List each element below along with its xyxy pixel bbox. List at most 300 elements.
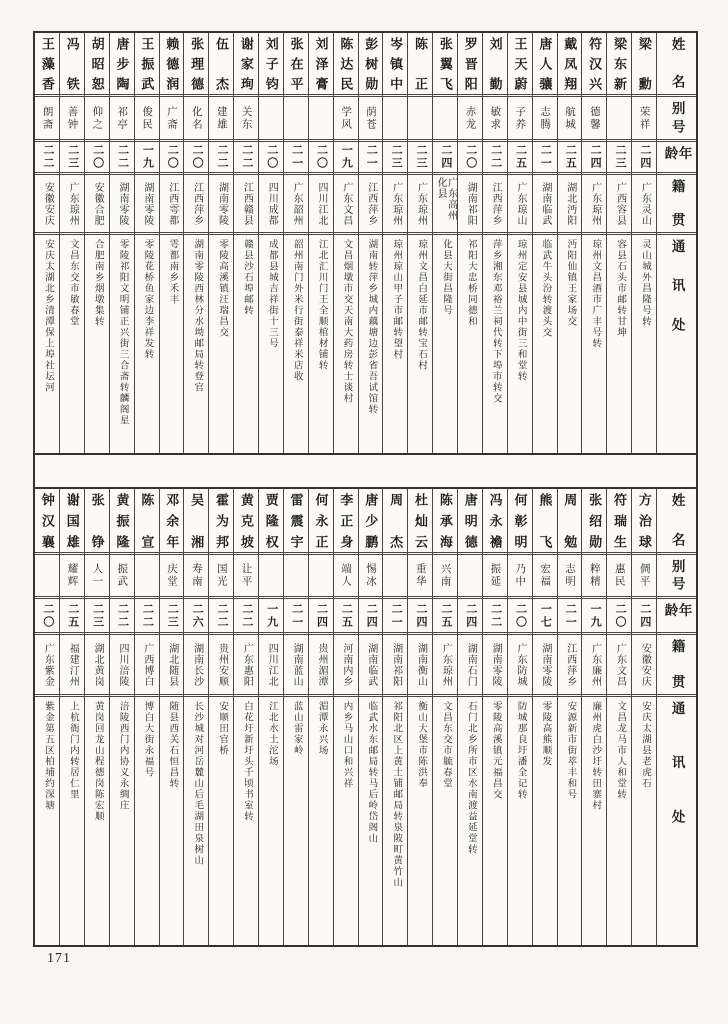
person-column [631, 33, 656, 453]
cell-name [234, 33, 258, 97]
cell-age [110, 599, 134, 635]
cell-age-text: 二一 [365, 144, 378, 170]
person-column [159, 489, 184, 945]
person-column [407, 33, 432, 453]
header-alias [657, 555, 696, 599]
cell-age [234, 599, 258, 635]
cell-native-text: 湖南零陵 [116, 181, 128, 226]
cell-address [433, 697, 457, 945]
cell-alias-text: 乃中 [514, 563, 526, 588]
person-column [183, 489, 208, 945]
cell-address-text: 长沙城对河岳麓山后毛湖田泉树山 [192, 701, 203, 866]
cell-native [408, 175, 432, 235]
person-column [432, 33, 457, 453]
cell-name [533, 33, 557, 97]
cell-alias [110, 97, 134, 142]
cell-age-text: 二四 [365, 602, 378, 629]
cell-native-text: 广东琼州 [440, 642, 452, 687]
cell-address [160, 697, 184, 945]
cell-native-text: 河南内乡 [340, 642, 352, 687]
person-column [84, 489, 109, 945]
cell-age-text: 二三 [613, 144, 626, 170]
person-column [134, 489, 159, 945]
cell-native-text: 广东灵山 [639, 181, 651, 226]
cell-age [85, 599, 109, 635]
cell-address [408, 235, 432, 453]
cell-age [632, 142, 656, 175]
cell-age [184, 599, 208, 635]
cell-native [383, 175, 407, 235]
person-column [581, 489, 606, 945]
cell-alias [483, 97, 507, 142]
cell-native-text: 广东廉州 [589, 642, 601, 687]
cell-native-text: 湖南长沙 [191, 642, 203, 687]
cell-native [334, 175, 358, 235]
cell-name-text: 彭树勋 [363, 37, 379, 90]
cell-name-text: 陈正 [413, 37, 428, 90]
cell-name [85, 489, 109, 555]
cell-native-text: 四川成都 [266, 181, 278, 226]
cell-native [309, 175, 333, 235]
cell-address [35, 697, 59, 945]
cell-age [533, 599, 557, 635]
person-column [159, 33, 184, 453]
cell-native [359, 175, 383, 235]
cell-alias [383, 97, 407, 142]
cell-alias-text: 振武 [116, 563, 128, 588]
cell-name-text: 冯永襜 [487, 493, 503, 548]
cell-alias-text: 让平 [240, 563, 252, 588]
cell-alias [458, 555, 482, 599]
cell-name [558, 33, 582, 97]
cell-address [184, 697, 208, 945]
cell-name [160, 33, 184, 97]
cell-name-text: 刘子钧 [263, 37, 279, 90]
cell-alias-text: 寿南 [190, 563, 202, 588]
cell-age [359, 142, 383, 175]
cell-name-text: 方治球 [636, 493, 652, 548]
cell-name-text: 张翼飞 [437, 37, 453, 90]
cell-native-text: 安徽安庆 [42, 181, 54, 226]
cell-name [508, 33, 532, 97]
cell-address [284, 697, 308, 945]
cell-age-text: 二一 [290, 144, 303, 170]
cell-name [160, 489, 184, 555]
cell-address-text: 博白大街永福号 [142, 701, 153, 778]
cell-address-text: 祁阳北区上黄土铺邮局转泉陂町黄竹山 [391, 701, 402, 888]
cell-name [60, 33, 84, 97]
cell-native-text: 湖南石门 [465, 642, 477, 687]
cell-native-text: 四川江北 [315, 181, 327, 226]
cell-name [582, 489, 606, 555]
cell-address-text: 黄岗回龙山程德岗陈宏顺 [92, 701, 103, 822]
cell-name [433, 33, 457, 97]
cell-address-text: 白花圩新圩头千顷书室转 [242, 701, 253, 822]
cell-native [433, 635, 457, 697]
cell-age [632, 599, 656, 635]
header-age-text: 年龄 [662, 603, 692, 619]
cell-name-text: 罗晋阳 [462, 37, 478, 90]
cell-address [234, 235, 258, 453]
cell-address-text: 湄潭永兴场 [316, 701, 327, 756]
cell-address [160, 235, 184, 453]
person-column [109, 33, 134, 453]
person-column [333, 489, 358, 945]
cell-native [483, 635, 507, 697]
cell-address-text: 零陵祁阳文明铺正兴街三合斋转麟阁星 [117, 239, 128, 426]
cell-address [259, 235, 283, 453]
cell-name-text: 雷震宇 [288, 493, 304, 548]
person-column [35, 489, 59, 945]
cell-name-text: 张在平 [288, 37, 304, 90]
cell-name [35, 489, 59, 555]
cell-name [234, 489, 258, 555]
cell-name-text: 周杰 [388, 493, 404, 548]
cell-address [309, 697, 333, 945]
cell-name [483, 489, 507, 555]
cell-native-text: 湖北黄岗 [92, 642, 104, 687]
person-column [557, 33, 582, 453]
cell-name [632, 489, 656, 555]
cell-name-text: 刘勤 [487, 37, 503, 90]
cell-native-text: 湖南零陵 [539, 642, 551, 687]
cell-address-text: 零陵花桥鱼家边李祥发转 [142, 239, 153, 360]
cell-native-text: 安徽合肥 [92, 181, 104, 226]
cell-address [60, 235, 84, 453]
cell-address [483, 697, 507, 945]
cell-age [135, 142, 159, 175]
cell-name [135, 33, 159, 97]
cell-name-text: 贾隆权 [263, 493, 279, 548]
cell-native [160, 635, 184, 697]
cell-alias [359, 555, 383, 599]
cell-address [85, 235, 109, 453]
cell-name-text: 陈宣 [139, 493, 155, 548]
cell-age-text: 二二 [215, 144, 228, 170]
cell-native [533, 175, 557, 235]
cell-native-text: 湖南临武 [539, 181, 551, 226]
cell-address-text: 安顺田官桥 [217, 701, 228, 756]
cell-age [259, 142, 283, 175]
cell-name [110, 489, 134, 555]
cell-address [309, 235, 333, 453]
cell-alias-text: 敏求 [489, 105, 501, 131]
cell-alias-text: 惕冰 [364, 563, 376, 588]
cell-native [458, 635, 482, 697]
cell-name [309, 33, 333, 97]
cell-native [110, 635, 134, 697]
cell-address-text: 衡山大堡市陈洪奉 [416, 701, 427, 789]
header-column [656, 33, 696, 453]
cell-native-text: 广东琼州 [67, 181, 79, 226]
table-bottom [35, 487, 696, 945]
cell-name [184, 489, 208, 555]
cell-native-text: 湖北沔阳 [564, 181, 576, 226]
cell-alias [632, 555, 656, 599]
cell-alias-text: 祁亭 [116, 105, 128, 131]
page-frame [33, 31, 698, 947]
cell-alias-text: 建雄 [215, 105, 227, 131]
cell-age-text: 一九 [589, 602, 602, 629]
cell-name-text: 谢家珣 [238, 37, 254, 90]
header-native [657, 635, 696, 697]
cell-age [259, 599, 283, 635]
cell-age [334, 142, 358, 175]
cell-age [582, 599, 606, 635]
cell-address [508, 697, 532, 945]
cell-name [85, 33, 109, 97]
cell-alias-text: 庆堂 [165, 563, 177, 588]
cell-alias [433, 97, 457, 142]
cell-age-text: 二〇 [166, 144, 179, 170]
cell-name-text: 黄振隆 [114, 493, 130, 548]
cell-age-text: 二二 [240, 144, 253, 170]
cell-native-text: 广东紫金 [42, 642, 54, 687]
table-gap [35, 455, 696, 487]
cell-alias-text: 德馨 [588, 105, 600, 131]
person-column [482, 489, 507, 945]
person-column [432, 489, 457, 945]
cell-age-text: 二三 [166, 602, 179, 629]
cell-address [284, 235, 308, 453]
cell-age [558, 599, 582, 635]
cell-native [110, 175, 134, 235]
cell-name-text: 何彰明 [512, 493, 528, 548]
cell-address-text: 零陵高溪镇汪瑞昌交 [217, 239, 228, 338]
cell-native [483, 175, 507, 235]
header-name-text: 姓名 [669, 493, 685, 548]
cell-name-text: 刘泽膏 [313, 37, 329, 90]
cell-native-text: 湖南零陵 [141, 181, 153, 226]
cell-alias [408, 97, 432, 142]
cell-address [632, 235, 656, 453]
cell-address-text: 零陵高熊顺发 [540, 701, 551, 767]
cell-alias [284, 555, 308, 599]
cell-native-text: 江西萍乡 [365, 181, 377, 226]
person-column [35, 33, 59, 453]
cell-alias-text: 子养 [514, 105, 526, 131]
cell-alias-text: 化名 [190, 105, 202, 131]
cell-address-text: 临武牛头汾转渡头交 [540, 239, 551, 338]
cell-native-text: 广东防城 [514, 642, 526, 687]
cell-native [458, 175, 482, 235]
cell-native [508, 175, 532, 235]
cell-native-text: 安徽安庆 [639, 642, 651, 687]
cell-name-text: 唐明德 [462, 493, 478, 548]
cell-age [582, 142, 606, 175]
cell-address-text: 上杭衙门内转居仁里 [67, 701, 78, 800]
cell-alias [508, 97, 532, 142]
cell-age [35, 142, 59, 175]
cell-address [582, 235, 606, 453]
cell-age-text: 二〇 [315, 144, 328, 170]
cell-name [334, 489, 358, 555]
cell-age [60, 142, 84, 175]
cell-native [85, 635, 109, 697]
cell-address-text: 随县西关石恒昌转 [167, 701, 178, 789]
cell-age [607, 142, 631, 175]
cell-native [607, 175, 631, 235]
cell-address [135, 697, 159, 945]
cell-native [632, 635, 656, 697]
cell-native [284, 175, 308, 235]
cell-age [558, 142, 582, 175]
cell-name-text: 唐步陶 [114, 37, 130, 90]
cell-age-text: 二五 [66, 602, 79, 629]
cell-address-text: 紫金第五区柏埔约深塘 [43, 701, 54, 811]
header-address [657, 235, 696, 453]
person-column [457, 33, 482, 453]
cell-address [558, 235, 582, 453]
cell-address [359, 697, 383, 945]
cell-name-text: 张绍勋 [587, 493, 603, 548]
cell-alias [60, 97, 84, 142]
person-column [532, 489, 557, 945]
cell-native-text: 广东韶州 [291, 181, 303, 226]
cell-alias [184, 97, 208, 142]
cell-address-text: 文昌烟墩市交天南大药房转士谈村 [341, 239, 352, 404]
cell-name [607, 489, 631, 555]
cell-address [632, 697, 656, 945]
cell-native [35, 635, 59, 697]
cell-age-text: 二三 [390, 144, 403, 170]
cell-address-text: 江北水土沱场 [266, 701, 277, 767]
cell-alias [259, 555, 283, 599]
cell-native-text: 广东高州化县 [435, 177, 457, 221]
cell-age-text: 二五 [514, 144, 527, 170]
cell-name-text: 谢国雄 [64, 493, 80, 548]
cell-address-text: 文昌东交市敏春堂 [67, 239, 78, 327]
cell-age-text: 二二 [116, 144, 129, 170]
cell-address-text: 灵山城外昌隆号转 [640, 239, 651, 327]
cell-alias [607, 555, 631, 599]
cell-address [433, 235, 457, 453]
cell-address [383, 697, 407, 945]
cell-alias [110, 555, 134, 599]
cell-address-text: 祁阳大忠桥同德和 [465, 239, 476, 327]
cell-age [359, 599, 383, 635]
cell-name [508, 489, 532, 555]
cell-age-text: 二二 [240, 602, 253, 629]
cell-native [35, 175, 59, 235]
cell-native-text: 江西雩都 [166, 181, 178, 226]
cell-alias [85, 555, 109, 599]
cell-name [259, 33, 283, 97]
cell-age-text: 二〇 [265, 144, 278, 170]
cell-name [60, 489, 84, 555]
person-column [507, 33, 532, 453]
cell-address [533, 697, 557, 945]
cell-alias [35, 97, 59, 142]
cell-address-text: 湖南转萍乡城内藕塘边彭省吾试馆转 [366, 239, 377, 415]
cell-alias [334, 97, 358, 142]
cell-address-text: 琼州琼山甲子市邮转望村 [391, 239, 402, 360]
cell-address [533, 235, 557, 453]
cell-native-text: 江西萍乡 [490, 181, 502, 226]
cell-native-text: 江西萍乡 [564, 642, 576, 687]
cell-address-text: 韶州南门外米行街泰祥米店收 [291, 239, 302, 382]
cell-native [533, 635, 557, 697]
cell-age-text: 二四 [439, 144, 452, 170]
cell-native [234, 175, 258, 235]
person-column [358, 33, 383, 453]
cell-name-text: 符汉兴 [587, 37, 603, 90]
cell-age-text: 二二 [116, 602, 129, 629]
cell-alias [309, 97, 333, 142]
cell-age [458, 142, 482, 175]
cell-native-text: 贵州湄潭 [315, 642, 327, 687]
cell-alias-text: 荫苍 [364, 105, 376, 131]
cell-name-text: 岑镇中 [388, 37, 404, 90]
cell-address-text: 容县石头市邮转甘坤 [615, 239, 626, 338]
cell-name-text: 李正身 [338, 493, 354, 548]
cell-address-text: 安庆太湖北乡清潭保上埠社坛河 [43, 239, 54, 393]
header-column [656, 489, 696, 945]
cell-native-text: 广东文昌 [614, 642, 626, 687]
cell-native [558, 635, 582, 697]
cell-native-text: 贵州安顺 [216, 642, 228, 687]
cell-alias [85, 97, 109, 142]
cell-name-text: 张理德 [189, 37, 205, 90]
cell-alias [383, 555, 407, 599]
cell-age-text: 二〇 [613, 602, 626, 629]
cell-alias [433, 555, 457, 599]
cell-name [533, 489, 557, 555]
cell-age-text: 二二 [489, 144, 502, 170]
cell-age-text: 二〇 [91, 144, 104, 170]
person-column [134, 33, 159, 453]
cell-address [135, 235, 159, 453]
cell-address [209, 697, 233, 945]
header-name [657, 489, 696, 555]
cell-address [334, 697, 358, 945]
cell-age [508, 599, 532, 635]
cell-age [458, 599, 482, 635]
cell-native [60, 635, 84, 697]
cell-alias-text: 仰之 [91, 105, 103, 131]
cell-name [284, 489, 308, 555]
cell-age-text: 二三 [66, 144, 79, 170]
cell-age-text: 二〇 [464, 144, 477, 170]
cell-address-text: 琼州文昌酒市广丰号转 [590, 239, 601, 349]
cell-alias [35, 555, 59, 599]
cell-native [408, 635, 432, 697]
cell-address [582, 697, 606, 945]
cell-address [184, 235, 208, 453]
cell-name [607, 33, 631, 97]
cell-age-text: 二四 [638, 602, 651, 629]
cell-address-text: 沔阳仙镇王家场交 [565, 239, 576, 327]
cell-native-text: 广西博白 [141, 642, 153, 687]
cell-native-text: 湖南祁阳 [390, 642, 402, 687]
header-address-text: 通讯处 [669, 701, 685, 825]
cell-name-text: 霍为邦 [214, 493, 229, 548]
cell-name-text: 伍杰 [214, 37, 229, 90]
cell-name-text: 胡昭恕 [89, 37, 105, 90]
cell-address-text: 琼州定安县城内中街三和堂转 [515, 239, 526, 382]
cell-age-text: 二五 [439, 602, 452, 629]
cell-age-text: 二五 [564, 144, 577, 170]
cell-native [383, 635, 407, 697]
cell-age [508, 142, 532, 175]
cell-address [483, 235, 507, 453]
cell-name-text: 戴凤翔 [562, 37, 578, 90]
cell-name [135, 489, 159, 555]
cell-age-text: 二五 [340, 602, 353, 629]
cell-alias [607, 97, 631, 142]
cell-native-text: 广东琼州 [390, 181, 402, 226]
cell-name [359, 489, 383, 555]
